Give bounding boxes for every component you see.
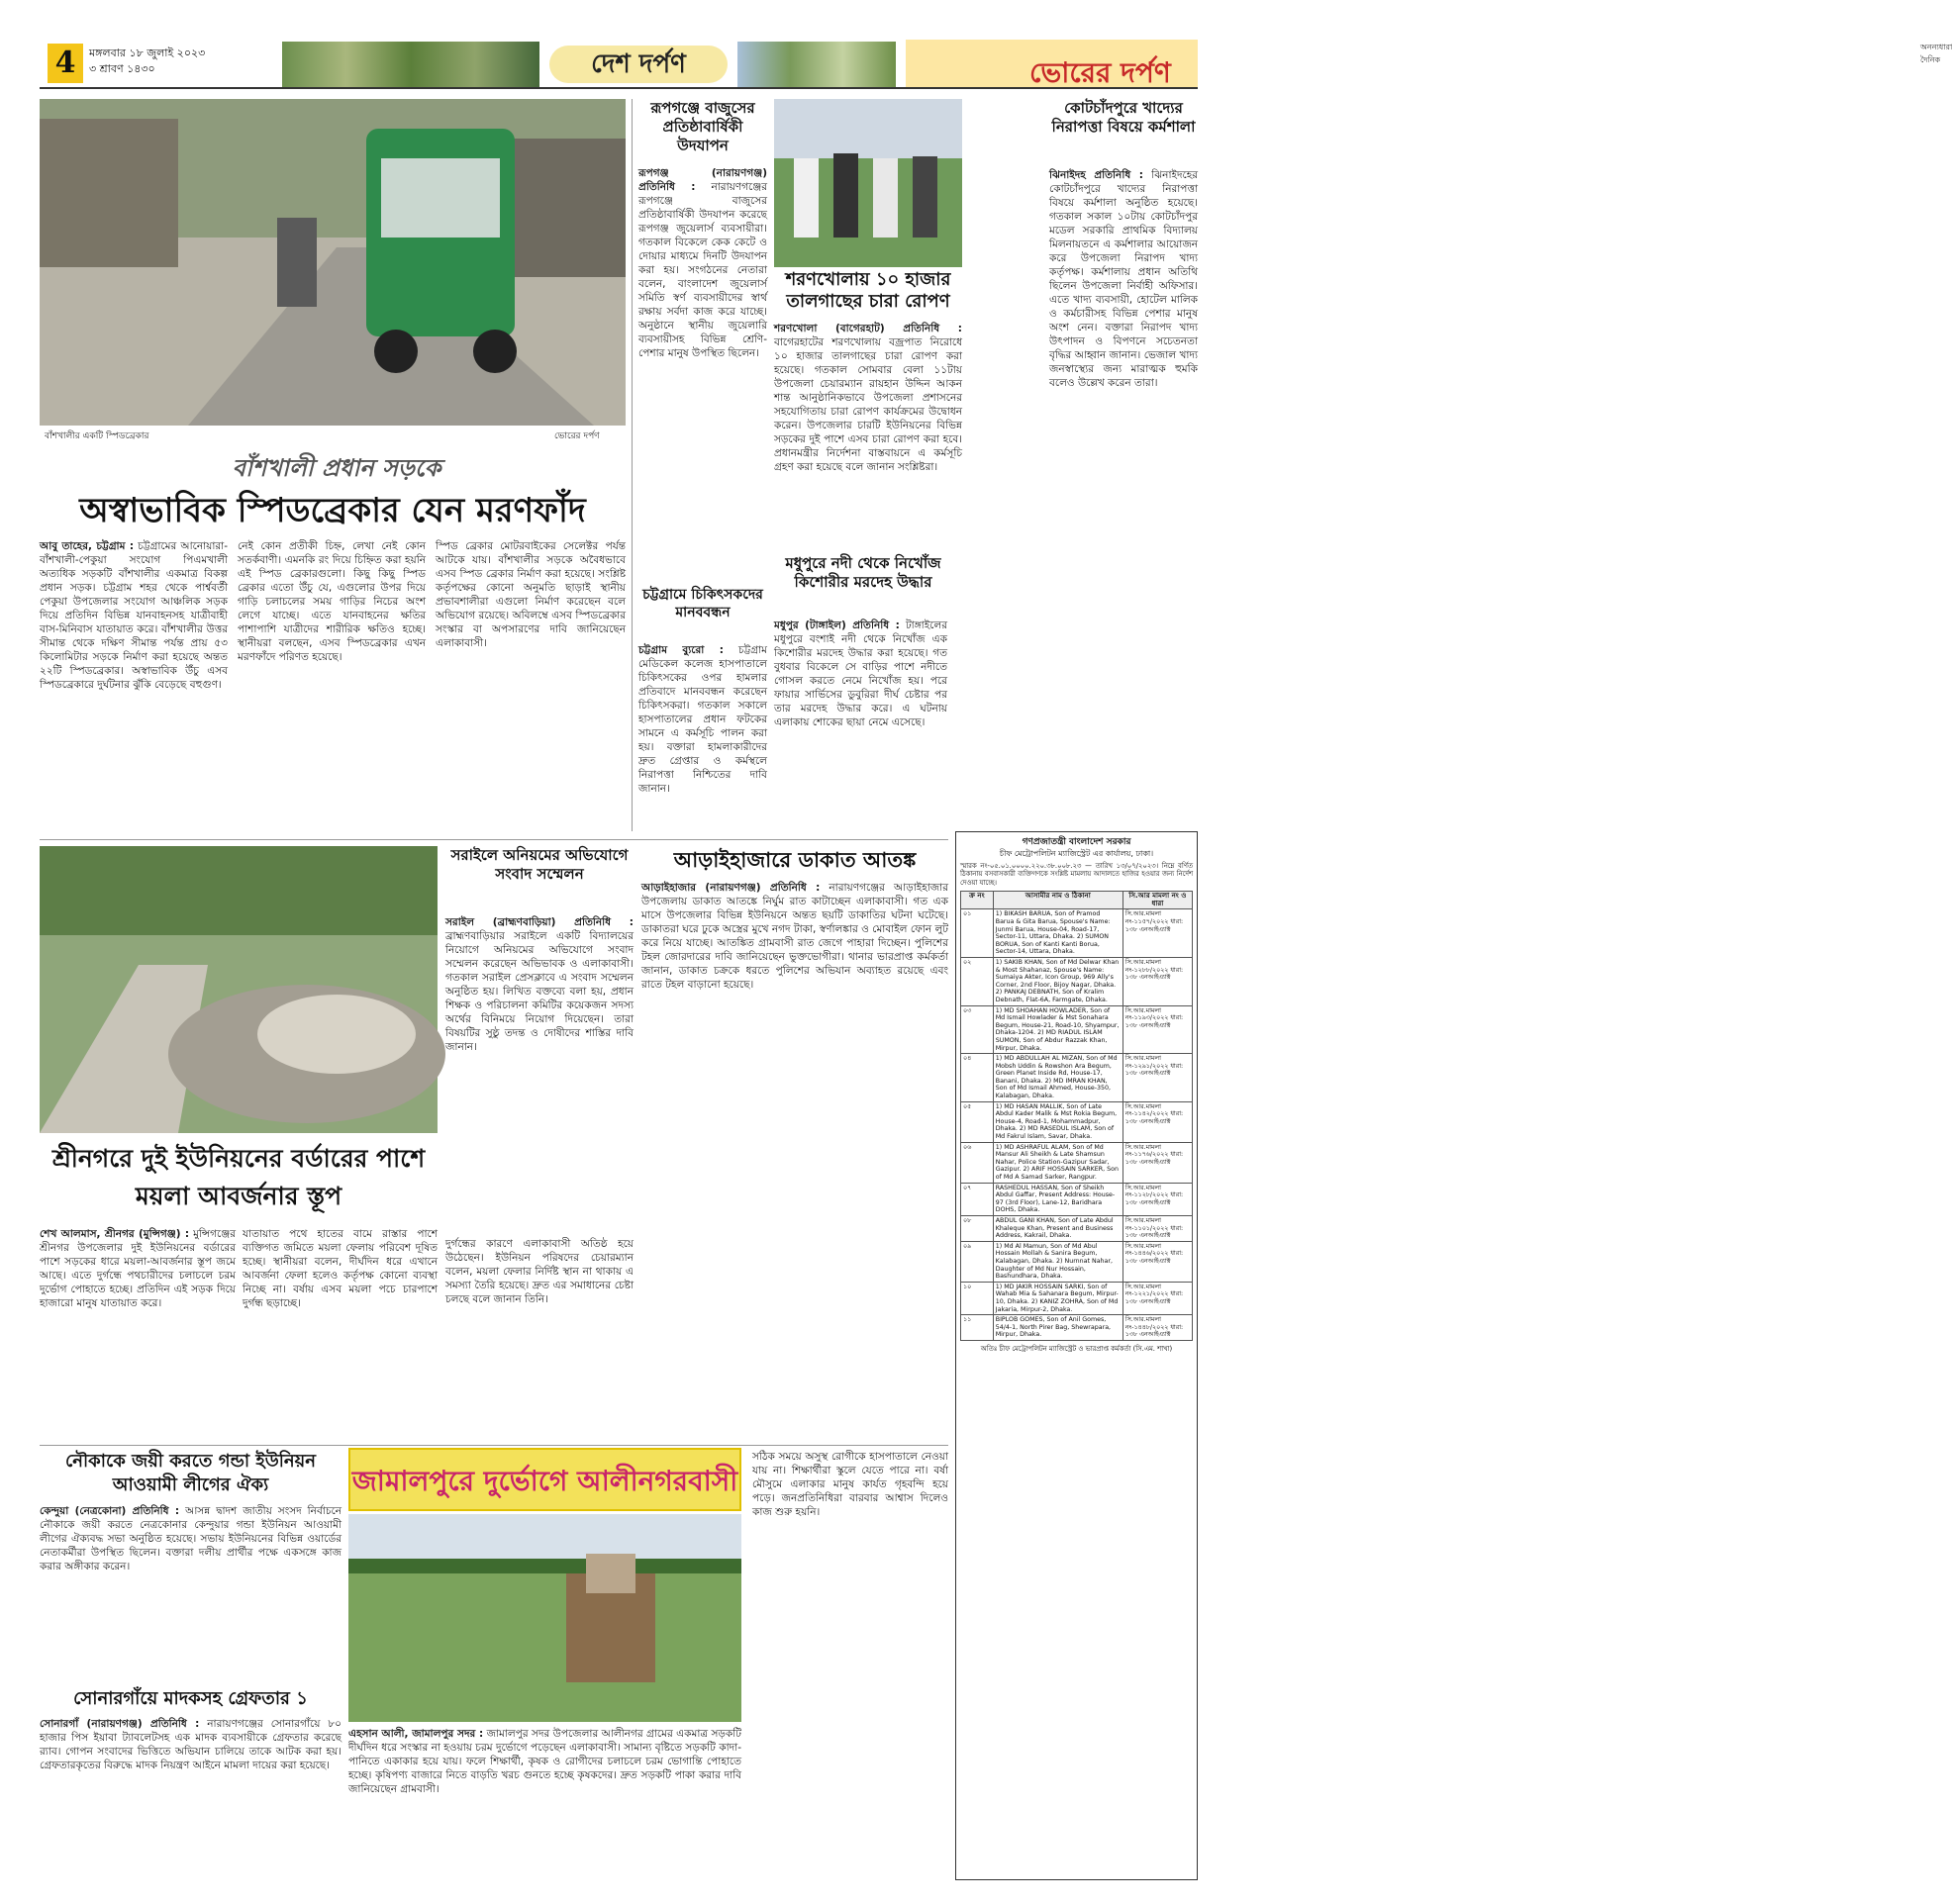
story1-col2	[238, 539, 426, 836]
section-title: দেশ দর্পণ	[549, 46, 728, 83]
photo-caption-left: বাঁশখালীর একটি স্পিডব্রেকার	[45, 431, 149, 441]
story9-headline: শ্রীনগরে দুই ইউনিয়নের বর্ডারের পাশে ময়লা আবর্জনার স্তূপ	[51, 1144, 426, 1210]
story1-kicker: বাঁশখালী প্রধান সড়কে	[232, 454, 441, 482]
notice-row	[961, 909, 1193, 958]
story3-headline: শরণখোলায় ১০ হাজার তালগাছের চারা রোপণ	[785, 269, 951, 312]
notice-cell-n: ১১	[961, 1315, 994, 1341]
story4-body: ঝিনাইদহের কোটচাঁদপুরে খাদ্যের নিরাপত্তা বিষয়ে কর্মশালা অনুষ্ঠিত হয়েছে। গতকাল সকাল ১০টায় কোটচাঁদপুর মডেল সরকারি প্রাথমিক বিদ্যালয় মিলনায়তনে এ কর্মশালার আয়োজন করে উপজেলা নিরাপদ খাদ্য কর্তৃপক্ষ। কর্মশালায় প্রধান অতিথি ছিলেন উপজেলা নির্বাহী অফিসার। এতে খাদ্য ব্যবসায়ী, হোটেল মালিক ও কর্মচারীসহ বিভিন্ন পেশার মানুষ অংশ নেন। বক্তারা নিরাপদ খাদ্য উৎপাদন ও বিপণনে সচেতনতা বৃদ্ধির আহ্বান জানান। ভেজাল খাদ্য জনস্বাস্থ্যের জন্য মারাত্মক হুমকি বলেও উল্লেখ করেন তারা।	[1049, 169, 1198, 389]
story1-headline: অস্বাভাবিক স্পিডব্রেকার যেন মরণফাঁদ	[79, 491, 586, 530]
story7-body-col	[445, 915, 634, 1232]
story3-byline: শরণখোলা (বাগেরহাট) প্রতিনিধি :	[774, 323, 962, 334]
notice-cell-case: সি.আর.মামলা নং-১১৯৩/২০২২ ধারা: ১৩৮ এনআইএ্যাক্ট	[1122, 1005, 1192, 1054]
story2-body: নারায়ণগঞ্জের রূপগঞ্জে বাজুসের প্রতিষ্ঠাবার্ষিকী উদযাপন করেছে রূপগঞ্জ জুয়েলার্স ব্যবসায়ীরা। গতকাল বিকেলে কেক কেটে ও দোয়ার মাধ্যমে দিনটি উদযাপন করা হয়। সংগঠনের নেতারা বলেন, বাংলাদেশ জুয়েলার্স সমিতি স্বর্ণ ব্যবসায়ীদের স্বার্থ রক্ষায় সর্বদা কাজ করে যাচ্ছে। অনুষ্ঠানে স্থানীয় জুয়েলারি ব্যবসায়ীসহ বিভিন্ন শ্রেণি-পেশার মানুষ উপস্থিত ছিলেন।	[638, 181, 767, 359]
story1-col3	[436, 539, 626, 836]
notice-cell-case: সি.আর.মামলা নং-১১৫৭/২০২২ ধারা: ১৩৮ এনআইএ্যাক্ট	[1122, 909, 1192, 958]
notice-row	[961, 1005, 1193, 1054]
paper-logo: ভোরের দর্পণ	[1029, 56, 1171, 89]
story9-col1	[40, 1227, 236, 1445]
story2-headline: রূপগঞ্জে বাজুসের প্রতিষ্ঠাবার্ষিকী উদযাপন	[650, 99, 755, 154]
notice-footer: অতিঃ চীফ মেট্রোপলিটন ম্যাজিস্ট্রেট ও ভারপ্রাপ্ত কর্মকর্তা (সি.এম. শাখা)	[980, 1344, 1173, 1353]
masthead	[40, 40, 1952, 89]
notice-col-serial: ক্র নং	[961, 892, 994, 909]
masthead-photo-strip	[282, 42, 539, 87]
story9-body1: মুন্সিগঞ্জের শ্রীনগর উপজেলার দুই ইউনিয়নের বর্ডারের পাশে সড়কের ধারে ময়লা-আবর্জনার স্তূপ জমে আছে। এতে দুর্গন্ধে পথচারীদের চলাচলে চরম দুর্ভোগ পোহাতে হচ্ছে। প্রতিদিন এই সড়ক দিয়ে হাজারো মানুষ যাতায়াত করে।	[40, 1228, 237, 1309]
story8-body-col	[641, 881, 948, 1440]
story8-byline: আড়াইহাজার (নারায়ণগঞ্জ) প্রতিনিধি :	[641, 882, 821, 894]
notice-cell-case: সি.আর.মামলা নং-১২৮৮/২০২২ ধারা: ১৩৮ এনআইএ্যাক্ট	[1122, 957, 1192, 1005]
notice-cell-case: সি.আর.মামলা নং-১২৯১/২০২২ ধারা: ১৩৮ এনআইএ্যাক্ট	[1122, 1054, 1192, 1102]
story6-body-col	[638, 643, 767, 831]
story1-body3: স্পিড ব্রেকার মোটরবাইকের সেলেক্টর পর্যন্ত আটকে যায়। বাঁশখালীর সড়কে অবৈধভাবে এসব স্পিড ব্রেকার নির্মাণ করা হয়েছে। সংশ্লিষ্ট কর্তৃপক্ষের কোনো অনুমতি ছাড়াই স্থানীয় প্রভাবশালীরা এগুলো নির্মাণ করেছেন বলে অভিযোগ রয়েছে। অবিলম্বে এসব স্পিডব্রেকার সংস্কার বা অপসারণের দাবি জানিয়েছেন এলাকাবাসী।	[436, 540, 626, 649]
story9-body2: যাতায়াত পথে হাতের বামে রাস্তার পাশে ব্যক্তিগত জমিতে ময়লা ফেলায় পরিবেশ দূষিত হচ্ছে। স্থানীয়রা বলেন, দীর্ঘদিন ধরে এখানে আবর্জনা ফেলা হলেও কর্তৃপক্ষ কোনো ব্যবস্থা নিচ্ছে না। বর্ষায় এসব ময়লা পচে চারপাশে দুর্গন্ধ ছড়াচ্ছে।	[243, 1228, 438, 1309]
notice-cell-name: 1) MD JAKIR HOSSAIN SARKI, Son of Wahab Mia & Sahanara Begum, Mirpur-10, Dhaka. 2) KANIZ ZOHRA, Son of Md Jakaria, Mirpur-2, Dhaka.	[993, 1282, 1122, 1314]
notice-col-case: সি.আর মামলা নং ও ধারা	[1122, 892, 1192, 909]
story10-byline: কেন্দুয়া (নেত্রকোনা) প্রতিনিধি :	[40, 1505, 180, 1517]
notice-cell-n: ০২	[961, 957, 994, 1005]
story3-body-col	[774, 322, 962, 549]
notice-cell-case: সি.আর.মামলা নং-১৪৪৮/২০২২ ধারা: ১৩৮ এনআইএ্যাক্ট	[1122, 1315, 1192, 1341]
court-notice	[955, 831, 1198, 1880]
story12-headline: জামালপুরে দুর্ভোগে আলীনগরবাসী	[351, 1465, 738, 1497]
story12-body-col	[348, 1727, 741, 1875]
story9-body3: দুর্গন্ধের কারণে এলাকাবাসী অতিষ্ঠ হয়ে উঠেছেন। ইউনিয়ন পরিষদের চেয়ারম্যান বলেন, ময়লা ফেলার নির্দিষ্ট স্থান না থাকায় এ সমস্যা তৈরি হয়েছে। দ্রুত এর সমাধানের চেষ্টা চলছে বলে জানান তিনি।	[445, 1238, 634, 1305]
story12-body: জামালপুর সদর উপজেলার আলীনগর গ্রামের একমাত্র সড়কটি দীর্ঘদিন ধরে সংস্কার না হওয়ায় চরম দুর্ভোগে পড়েছেন এলাকাবাসী। সামান্য বৃষ্টিতে সড়কটি কাদা-পানিতে একাকার হয়ে যায়। ফলে শিক্ষার্থী, কৃষক ও রোগীদের চলাচলে চরম ভোগান্তি পোহাতে হচ্ছে। কৃষিপণ্য বাজারে নিতে বাড়তি খরচ গুনতে হচ্ছে কৃষকদের। দ্রুত সড়কটি পাকা করার দাবি জানিয়েছেন গ্রামবাসী।	[348, 1728, 741, 1795]
notice-row	[961, 1215, 1193, 1241]
notice-cell-n: ০৮	[961, 1215, 994, 1241]
notice-row	[961, 1054, 1193, 1102]
notice-table	[960, 891, 1193, 1341]
story12-byline: এহসান আলী, জামালপুর সদর :	[348, 1728, 484, 1740]
notice-cell-n: ০৫	[961, 1101, 994, 1142]
notice-title: গণপ্রজাতন্ত্রী বাংলাদেশ সরকার	[1022, 837, 1131, 847]
notice-cell-name: 1) MD ABDULLAH AL MIZAN, Son of Md Mobsh Uddin & Rowshon Ara Begum, Green Planet Inside Rd, House-17, Banani, Dhaka. 2) MD IMRAN KHAN, Son of Md Ismail Ahmed, House-350, Kalabagan, Dhaka.	[993, 1054, 1122, 1102]
date-block	[89, 46, 205, 77]
story2-byline: রূপগঞ্জ (নারায়ণগঞ্জ) প্রতিনিধি :	[638, 167, 767, 193]
masthead-photo-strip-right	[737, 42, 896, 87]
notice-row	[961, 1101, 1193, 1142]
story7-body: ব্রাহ্মণবাড়িয়ার সরাইলে একটি বিদ্যালয়ের নিয়োগে অনিয়মের অভিযোগে সংবাদ সম্মেলন করেছেন অভিভাবক ও এলাকাবাসী। গতকাল সরাইল প্রেসক্লাবে এ সংবাদ সম্মেলন অনুষ্ঠিত হয়। লিখিত বক্তব্যে বলা হয়, প্রধান শিক্ষক ও পরিচালনা কমিটির কয়েকজন সদস্য অর্থের বিনিময়ে নিয়োগ দিয়েছেন। তারা বিষয়টির সুষ্ঠু তদন্ত ও দোষীদের শাস্তির দাবি জানান।	[445, 930, 634, 1053]
date-gregorian: মঙ্গলবার ১৮ জুলাই ২০২৩	[89, 47, 206, 59]
paper-tagline: অনন্যধারা দৈনিক	[1920, 43, 1952, 64]
section-rule-2	[40, 1445, 948, 1446]
jamalpur-image	[348, 1514, 741, 1722]
story4-headline: কোটচাঁদপুরে খাদ্যের নিরাপত্তা বিষয়ে কর্মশালা	[1051, 99, 1196, 136]
page-number: 4	[48, 44, 83, 83]
notice-cell-case: সি.আর.মামলা নং-১৪৪৬/২০২২ ধারা: ১৩৮ এনআইএ্যাক্ট	[1122, 1241, 1192, 1282]
story10-headline: নৌকাকে জয়ী করতে গন্ডা ইউনিয়ন আওয়ামী লীগের ঐক্য	[64, 1451, 316, 1495]
notice-cell-n: ০৩	[961, 1005, 994, 1054]
story8-headline: আড়াইহাজারে ডাকাত আতঙ্ক	[673, 848, 917, 872]
tree-planting-photo	[774, 99, 962, 267]
story5-byline: মধুপুর (টাঙ্গাইল) প্রতিনিধি :	[774, 619, 900, 631]
story5-body-col	[774, 619, 947, 831]
notice-row	[961, 1241, 1193, 1282]
story9-col3	[445, 1237, 634, 1445]
story6-body: চট্টগ্রাম মেডিকেল কলেজ হাসপাতালে চিকিৎসকের ওপর হামলার প্রতিবাদে মানববন্ধন করেছেন চিকিৎসকরা। গতকাল সকালে হাসপাতালের প্রধান ফটকের সামনে এ কর্মসূচি পালন করা হয়। বক্তারা হামলাকারীদের দ্রুত গ্রেপ্তার ও কর্মস্থলে নিরাপত্তা নিশ্চিতের দাবি জানান।	[638, 644, 767, 795]
notice-cell-case: সি.আর.মামলা নং-১২২১/২০২২ ধারা: ১৩৮ এনআইএ্যাক্ট	[1122, 1282, 1192, 1314]
story1-body2: নেই কোন প্রতীকী চিহ্ন, লেখা নেই কোন সতর্কবাণী। এমনকি রং দিয়ে চিহ্নিত করা হয়নি এই স্পিড ব্রেকারগুলো। কিছু কিছু স্পিড ব্রেকার এতো উঁচু যে, এগুলোর উপর দিয়ে গাড়ি চলাচলের সময় গাড়ির নিচের অংশ লেগে যাচ্ছে। এতে যানবাহনের ক্ষতির পাশাপাশি যাত্রীদের শারীরিক ক্ষতিও হচ্ছে। স্থানীয়রা বলছেন, এসব স্পিডব্রেকার এখন মরণফাঁদে পরিণত হয়েছে।	[238, 540, 426, 663]
story1-byline: আবু তাহের, চট্টগ্রাম :	[40, 540, 135, 552]
notice-cell-n: ০৯	[961, 1241, 994, 1282]
notice-col-name: আসামীর নাম ও ঠিকানা	[993, 892, 1122, 909]
notice-cell-name: 1) MD ASHRAFUL ALAM, Son of Md Mansur Ali Sheikh & Late Shamsun Nahar, Police Station-Gazipur Sadar, Gazipur. 2) ARIF HOSSAIN SARKER, Son of Md A Samad Sarker, Rangpur.	[993, 1142, 1122, 1183]
photo-caption-right: ভোরের দর্পণ	[554, 431, 600, 441]
story11-byline: সোনারগাঁ (নারায়ণগঞ্জ) প্রতিনিধি :	[40, 1718, 200, 1730]
notice-cell-name: BIPLOB GOMES, Son of Anil Gomes, 54/4-1, North Pirer Bag, Shewrapara, Mirpur, Dhaka.	[993, 1315, 1122, 1341]
notice-cell-case: সি.আর.মামলা নং-১১৪২/২০২২ ধারা: ১৩৮ এনআইএ্যাক্ট	[1122, 1101, 1192, 1142]
notice-cell-n: ০৬	[961, 1142, 994, 1183]
garbage-photo	[40, 846, 438, 1133]
story8-body: নারায়ণগঞ্জের আড়াইহাজার উপজেলায় ডাকাত আতঙ্কে নির্ঘুম রাত কাটাচ্ছেন এলাকাবাসী। গত এক মাসে উপজেলার বিভিন্ন ইউনিয়নে অন্তত ছয়টি ডাকাতির ঘটনা ঘটেছে। ডাকাতরা ঘরে ঢুকে অস্ত্রের মুখে নগদ টাকা, স্বর্ণালঙ্কার ও মোবাইল ফোন লুট করে নিয়ে যাচ্ছে। আতঙ্কিত গ্রামবাসী রাত জেগে পাহারা দিচ্ছেন। পুলিশের টহল জোরদারের দাবি জানিয়েছেন ভুক্তভোগীরা। থানার ভারপ্রাপ্ত কর্মকর্তা জানান, ডাকাত চক্রকে ধরতে পুলিশের অভিযান অব্যাহত রয়েছে এবং রাতে টহল বাড়ানো হয়েছে।	[641, 882, 948, 991]
notice-intro: স্মারক নং-০৫.০১.০০০০.২২০.৩৮.০০৮.২৩ — তারিখ ১৩/০৭/২০২৩। নিম্নে বর্ণিত ঠিকানায় বসবাসকারী ব্যক্তিগণকে সংশ্লিষ্ট মামলায় আদালতে হাজির হওয়ার জন্য নির্দেশ দেওয়া যাচ্ছে।	[960, 862, 1193, 887]
notice-cell-case: সি.আর.মামলা নং-১১৭৬/২০২২ ধারা: ১৩৮ এনআইএ্যাক্ট	[1122, 1142, 1192, 1183]
notice-cell-name: 1) MD HASAN MALLIK, Son of Late Abdul Kader Malik & Mst Rokia Begum, House-4, Road-1, Mohammadpur, Dhaka. 2) MD RASEDUL ISLAM, Son of Md Fakrul Islam, Savar, Dhaka.	[993, 1101, 1122, 1142]
story10-body: আসন্ন দ্বাদশ জাতীয় সংসদ নির্বাচনে নৌকাকে জয়ী করতে নেত্রকোনার কেন্দুয়ার গন্ডা ইউনিয়ন আওয়ামী লীগের ঐক্যবদ্ধ সভা অনুষ্ঠিত হয়েছে। সভায় ইউনিয়নের বিভিন্ন ওয়ার্ডের নেতাকর্মীরা উপস্থিত ছিলেন। বক্তারা দলীয় প্রার্থীর পক্ষে একসঙ্গে কাজ করার অঙ্গীকার করেন।	[40, 1505, 342, 1572]
notice-cell-name: 1) MD SHOAHAN HOWLADER, Son of Md Ismail Howlader & Mst Sonahara Begum, House-21, Road-10, Shyampur, Dhaka-1204. 2) MD RIADUL ISLAM SUMON, Son of Abdur Razzak Khan, Mirpur, Dhaka.	[993, 1005, 1122, 1054]
date-bangla: ৩ শ্রাবণ ১৪৩০	[89, 62, 155, 75]
notice-table-body	[961, 909, 1193, 1340]
story7-byline: সরাইল (ব্রাহ্মণবাড়িয়া) প্রতিনিধি :	[445, 916, 634, 928]
notice-row	[961, 1282, 1193, 1314]
story2-body-col	[638, 166, 767, 582]
notice-cell-n: ০৭	[961, 1183, 994, 1215]
road-photo-image	[40, 99, 626, 426]
jamalpur-banner	[348, 1448, 741, 1511]
notice-cell-name: ABDUL GANI KHAN, Son of Late Abdul Khaleque Khan, Present and Business Address, Kakrail, Dhaka.	[993, 1215, 1122, 1241]
notice-cell-name: 1) BIKASH BARUA, Son of Pramod Barua & Gita Barua, Spouse's Name: Junmi Barua, House-04, Road-17, Sector-11, Uttara, Dhaka. 2) SUMON BORUA, Son of Kanti Kanti Borua, Sector-14, Uttara, Dhaka.	[993, 909, 1122, 958]
notice-subtitle: চীফ মেট্রোপলিটন ম্যাজিস্ট্রেট এর কার্যালয়, ঢাকা।	[999, 849, 1154, 858]
story11-headline: সোনারগাঁয়ে মাদকসহ গ্রেফতার ১	[73, 1688, 308, 1709]
story3-body: বাগেরহাটের শরণখোলায় বজ্রপাত নিরোধে ১০ হাজার তালগাছের চারা রোপণ করা হয়েছে। গতকাল সোমবার বেলা ১১টায় উপজেলা চেয়ারম্যান রায়হান উদ্দিন আকন শান্ত আনুষ্ঠানিকভাবে উপজেলা প্রশাসনের সহযোগিতায় চারা রোপণ কার্যক্রমের উদ্বোধন করেন। উপজেলার চারটি ইউনিয়নের বিভিন্ন সড়কের দুই পাশে এসব চারা রোপণ করা হবে। প্রধানমন্ত্রীর নির্দেশনা বাস্তবায়নে এ কর্মসূচি গ্রহণ করা হয়েছে বলে জানান সংশ্লিষ্টরা।	[774, 336, 962, 473]
jamalpur-photo	[348, 1514, 741, 1722]
story11-body-col	[40, 1717, 342, 1875]
section-rule	[40, 839, 948, 840]
notice-cell-case: সি.আর.মামলা নং-১১২৮/২০২২ ধারা: ১৩৮ এনআইএ্যাক্ট	[1122, 1183, 1192, 1215]
tree-planting-image	[774, 99, 962, 267]
story6-byline: চট্টগ্রাম ব্যুরো :	[638, 644, 724, 656]
notice-cell-n: ০১	[961, 909, 994, 958]
notice-cell-n: ১০	[961, 1282, 994, 1314]
garbage-image	[40, 846, 438, 1133]
story12-side: সঠিক সময়ে অসুস্থ রোগীকে হাসপাতালে নেওয়া যায় না। শিক্ষার্থীরা স্কুলে যেতে পারে না। বর্ষা মৌসুমে এলাকার মানুষ কার্যত গৃহবন্দি হয়ে পড়ে। জনপ্রতিনিধিরা বারবার আশ্বাস দিলেও কাজ শুরু হয়নি।	[752, 1451, 948, 1518]
story9-byline: শেখ আলমাস, শ্রীনগর (মুন্সিগঞ্জ) :	[40, 1228, 190, 1240]
story5-body: টাঙ্গাইলের মধুপুরে বংশাই নদী থেকে নিখোঁজ এক কিশোরীর মরদেহ উদ্ধার করা হয়েছে। গত বুধবার বিকেলে সে বাড়ির পাশে নদীতে গোসল করতে নেমে নিখোঁজ হয়। পরে ফায়ার সার্ভিসের ডুবুরিরা দীর্ঘ চেষ্টার পর তার মরদেহ উদ্ধার করে। এ ঘটনায় এলাকায় শোকের ছায়া নেমে এসেছে।	[774, 619, 947, 728]
story1-body1: চট্টগ্রামের আনোয়ারা-বাঁশখালী-পেকুয়া সংযোগ পিএমখালী অত্যধিক সড়কটি বাঁশখালীর একমাত্র বিকল্প প্রধান সড়ক। চট্টগ্রাম শহর থেকে পার্শ্ববর্তী পেকুয়া উপজেলার সংযোগ আঞ্চলিক সড়ক দিয়ে প্রতিদিন বিভিন্ন যানবাহনসহ যাত্রীবাহী বাস-মিনিবাস যাতায়াত করে। বাঁশখালীর উত্তর সীমান্ত থেকে দক্ষিণ সীমান্ত পর্যন্ত প্রায় ৫৩ কিলোমিটার সড়কে নির্মাণ করা হয়েছে অন্তত ২২টি স্পিডব্রেকার। অস্বাভাবিক উঁচু এসব স্পিডব্রেকারে দুর্ঘটনার ঝুঁকি বেড়েছে বহুগুণ।	[40, 540, 229, 691]
story9-col2	[243, 1227, 438, 1445]
story4-byline: ঝিনাইদহ প্রতিনিধি :	[1049, 169, 1143, 181]
story4-body-col	[1049, 168, 1198, 821]
notice-cell-name: RASHEDUL HASSAN, Son of Sheikh Abdul Gaffar, Present Address: House-97 (3rd Floor), Lane-12, Baridhara DOHS, Dhaka.	[993, 1183, 1122, 1215]
story1-col1	[40, 539, 228, 836]
notice-cell-name: 1) SAKIB KHAN, Son of Md Delwar Khan & Most Shahanaz, Spouse's Name: Sumaiya Akter, Icon Group, 969 Ally's Corner, 2nd Floor, Bijoy Nagar, Dhaka. 2) PANKAJ DEBNATH, Son of Kralim Debnath, Flat-6A, Farmgate, Dhaka.	[993, 957, 1122, 1005]
story12-side-col	[752, 1450, 948, 1875]
notice-row	[961, 1183, 1193, 1215]
notice-row	[961, 1142, 1193, 1183]
story10-body-col	[40, 1504, 342, 1682]
story6-headline: চট্টগ্রামে চিকিৎসকদের মানববন্ধন	[642, 587, 763, 620]
story11-body: নারায়ণগঞ্জের সোনারগাঁয়ে ৮০ হাজার পিস ইয়াবা ট্যাবলেটসহ এক মাদক ব্যবসায়ীকে গ্রেফতার করেছে র‍্যাব। গোপন সংবাদের ভিত্তিতে অভিযান চালিয়ে তাকে আটক করা হয়। গ্রেফতারকৃতের বিরুদ্ধে মাদক নিয়ন্ত্রণ আইনে মামলা দায়ের করা হয়েছে।	[40, 1718, 342, 1771]
story7-headline: সরাইলে অনিয়মের অভিযোগে সংবাদ সম্মেলন	[450, 846, 629, 883]
notice-cell-name: 1) Md Al Mamun, Son of Md Abul Hossain Mollah & Sanira Begum, Kalabagan, Dhaka. 2) Nurnnat Nahar, Daughter of Md Nur Hossain, Bashundhara, Dhaka.	[993, 1241, 1122, 1282]
story5-headline: মধুপুরে নদী থেকে নিখোঁজ কিশোরীর মরদেহ উদ্ধার	[785, 554, 941, 591]
notice-cell-case: সি.আর.মামলা নং-১১০১/২০২২ ধারা: ১৩৮ এনআইএ্যাক্ট	[1122, 1215, 1192, 1241]
notice-cell-n: ০৪	[961, 1054, 994, 1102]
column-rule	[632, 99, 633, 831]
notice-row	[961, 957, 1193, 1005]
road-photo	[40, 99, 626, 426]
notice-row	[961, 1315, 1193, 1341]
